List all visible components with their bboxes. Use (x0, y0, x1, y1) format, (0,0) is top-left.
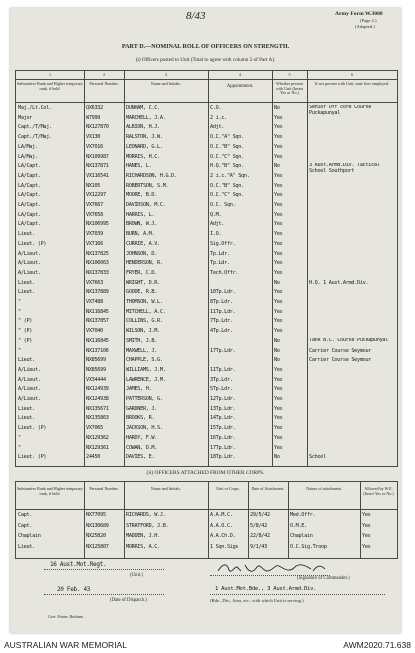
table-cell: No (274, 279, 280, 286)
table-cell: COLLINS, G.R. (126, 318, 163, 325)
attached-officers-table (15, 481, 398, 559)
table-cell: Lieut. (18, 357, 35, 364)
table-cell: LA/Maj. (18, 153, 38, 160)
table-cell: 16Tp.Ldr. (210, 434, 236, 441)
table-cell: " (P) (18, 318, 33, 325)
table-cell: LA/Maj. (18, 143, 38, 150)
table-cell: VX130 (86, 134, 101, 141)
table-cell: O.M.E. (290, 522, 307, 529)
table-cell: Yes (274, 202, 283, 208)
table-cell: Lieut. (18, 543, 35, 550)
table-cell: DAVIDSON, M.C. (126, 202, 166, 208)
archive-name: AUSTRALIAN WAR MEMORIAL (4, 640, 127, 650)
table-cell: VX7016 (86, 143, 103, 150)
column-header: Substantive Rank and Higher temporary rank, if held. (17, 81, 83, 91)
column-header: Personal Number. (89, 81, 119, 86)
column-number: 2 (102, 72, 106, 77)
commander-signature (215, 561, 330, 575)
table-cell: JAMES, H. (126, 386, 152, 393)
table-cell: VX12297 (86, 192, 106, 199)
table-cell: 13Tp.Ldr. (210, 405, 236, 412)
table-cell: COWAN, D.M. (126, 444, 158, 451)
table-cell: School (309, 454, 326, 461)
dispatch-date-value: 20 Feb. 43 (57, 586, 91, 593)
table-cell: Yes (274, 182, 283, 189)
table-cell: 24450 (86, 454, 101, 461)
table-cell: Lieut. (18, 405, 35, 412)
table-cell: 14Tp.Ldr. (210, 415, 236, 422)
table-cell: No (274, 347, 280, 354)
table-cell: 29/5/42 (250, 512, 270, 518)
table-cell: Yes (274, 386, 283, 393)
dispatch-date-label: (Date of Dispatch.) (110, 598, 147, 603)
table-cell: No (274, 105, 280, 111)
section-2-heading: (ii) OFFICERS ATTACHED FROM OTHER CORPS. (146, 470, 265, 476)
table-cell: NX129361 (86, 444, 109, 451)
table-cell: Yes (362, 522, 371, 529)
table-cell: Adjt. (210, 124, 225, 131)
table-cell: Yes (274, 444, 283, 451)
table-cell: VX7663 (86, 279, 103, 286)
form-title: PART D.—NOMINAL ROLL OF OFFICERS ON STRENGTH. (121, 44, 290, 50)
table-cell: Yes (274, 124, 283, 131)
table-cell: BROOKS, R. (126, 415, 155, 422)
table-cell: MAXWELL, J. (126, 347, 158, 354)
table-cell: No (274, 337, 280, 344)
table-cell: Lieut. (P) (18, 454, 47, 461)
commander-label: (Signature of Commander.) (297, 576, 350, 581)
table-cell: Capt. (18, 512, 33, 518)
table-cell: FRYER, C.D. (126, 269, 158, 276)
table-cell: HANES, L. (126, 163, 152, 170)
table-cell: 2 i.c."A" Sqn. (210, 172, 250, 179)
table-cell: HENDERSON, R. (126, 260, 163, 267)
table-cell: NX137825 (86, 250, 109, 257)
column-number: 4 (238, 72, 242, 77)
column-number: 1 (48, 72, 52, 77)
table-cell: ALBION, H.J. (126, 124, 160, 131)
table-cell: Lieut. (P) (18, 425, 47, 432)
table-cell: Yes (274, 289, 283, 296)
table-cell: 5Tp.Ldr. (210, 386, 233, 393)
table-cell: LA/Capt. (18, 221, 41, 228)
table-cell: NX85699 (86, 366, 106, 373)
table-cell: NX25820 (86, 533, 106, 539)
table-cell: Yes (274, 396, 283, 402)
table-cell: I.O. (210, 231, 222, 238)
column-header: Nature of attachment. (306, 486, 342, 491)
handwritten-reference: 8/43 (186, 10, 206, 22)
table-cell: NX137871 (86, 163, 109, 170)
table-cell: PATTERSON, G. (126, 396, 163, 402)
table-cell: VX34444 (86, 376, 106, 383)
column-header: Unit or Corps. (216, 486, 240, 491)
table-cell: Chaplain (290, 533, 313, 539)
table-cell: VX7488 (86, 299, 103, 305)
table-cell: NX124938 (86, 396, 109, 402)
table-cell: Lieut. (18, 289, 35, 296)
table-cell: Yes (274, 376, 283, 383)
table-cell: H.Q."B" Sqn. (210, 163, 244, 170)
table-cell: 5/8/42 (250, 522, 267, 529)
table-cell: Yes (362, 533, 371, 539)
table-cell: DAVIES, E. (126, 454, 155, 461)
table-cell: A/Lieut. (18, 260, 41, 267)
table-cell: MADDEN, J.H. (126, 533, 160, 539)
table-cell: Yes (274, 143, 283, 150)
table-cell: HARRIS, L. (126, 211, 155, 218)
table-cell: MORRIS, A.C. (126, 543, 160, 550)
table-cell: HARDY, F.W. (126, 434, 158, 441)
table-cell: Tp.Ldr. (210, 250, 230, 257)
unit-label: (Unit.) (130, 573, 143, 578)
table-cell: Carrier Course Seymour (309, 347, 372, 354)
column-header: Whether present with Unit (Insert Yes or No.) (275, 81, 304, 96)
table-cell: Tank B.C. Course Puckapunyal (309, 337, 389, 343)
table-cell: Yes (274, 405, 283, 412)
table-cell: " (18, 347, 21, 354)
table-cell: STRATFORD, J.B. (126, 522, 169, 529)
table-cell: Carrier Course Seymour (309, 357, 372, 364)
table-cell: NX137857 (86, 318, 109, 325)
table-cell: Major (18, 114, 33, 121)
table-cell: NX116845 (86, 308, 109, 315)
table-cell: VX7040 (86, 328, 103, 335)
table-cell: NX130689 (86, 522, 109, 529)
form-sheet (10, 8, 401, 633)
column-header: If not present with Unit, state how employed. (314, 81, 390, 86)
table-cell: W7999 (86, 114, 101, 121)
formation-label: (Bde., Div., Area, etc., with which Unit is serving.) (210, 598, 304, 603)
table-cell: NX105 (86, 182, 101, 189)
table-cell: Yes (274, 415, 283, 422)
table-cell: Med.Offr. (290, 512, 316, 518)
table-cell: NX109987 (86, 153, 109, 160)
table-cell: Yes (274, 192, 283, 199)
column-header: Personal Number. (89, 486, 119, 491)
table-cell: " (P) (18, 328, 33, 335)
table-cell: " (P) (18, 337, 33, 344)
archive-accession-number: AWM2020.71.638 (343, 640, 411, 650)
table-cell: LA/Capt. (18, 163, 41, 170)
table-cell: No (274, 163, 280, 170)
officers-posted-table (15, 70, 398, 467)
table-cell: Yes (362, 543, 371, 550)
table-cell: 18Tp.Ldr. (210, 454, 236, 461)
column-header: Name and Initials. (150, 81, 182, 86)
table-cell: Lieut. (18, 279, 35, 286)
table-cell: GOODE, R.B. (126, 289, 158, 296)
table-cell: A/Lieut. (18, 366, 41, 373)
table-cell: MITCHELL, A.C. (126, 308, 166, 315)
table-cell: Yes (274, 221, 283, 228)
table-cell: BROWN, W.J. (126, 221, 158, 228)
table-cell: LA/Capt. (18, 182, 41, 189)
table-cell: NX135863 (86, 415, 109, 422)
table-cell: 15Tp.Ldr. (210, 425, 236, 432)
table-cell: LAWRENCE, J.M. (126, 376, 166, 383)
table-cell: DUNHAM, C.C. (126, 105, 160, 111)
table-cell: A.A.O.C. (210, 522, 233, 529)
table-cell: Tp.Ldr. (210, 260, 230, 267)
table-cell: 10Tp.Ldr. (210, 289, 236, 296)
table-cell: 11Tp.Ldr. (210, 366, 236, 373)
table-cell: 17Tp.Ldr. (210, 444, 236, 451)
table-cell: LA/Capt. (18, 192, 41, 199)
table-cell: CHAPPLE, S.G. (126, 357, 163, 364)
table-cell: 17Tp.Ldr. (210, 347, 236, 354)
table-cell: Senior Off core Course Puckapunyal (309, 105, 372, 116)
table-cell: Yes (274, 240, 283, 247)
column-number: 5 (288, 72, 291, 77)
table-cell: A.A.Ch.D. (210, 533, 236, 539)
column-number: 3 (164, 72, 168, 77)
table-cell: SMITH, J.B. (126, 337, 158, 344)
table-cell: 12Tp.Ldr. (210, 396, 236, 402)
table-cell: ROBERTSON, S.M. (126, 182, 169, 189)
table-cell: " (18, 434, 21, 441)
table-cell: Yes (274, 299, 283, 305)
table-cell: WILLIAMS, J.M. (126, 366, 166, 373)
table-cell: Yes (274, 318, 283, 325)
table-cell: A/Lieut. (18, 376, 41, 383)
table-cell: VX7658 (86, 211, 103, 218)
table-cell: 8Tp.Ldr. (210, 299, 233, 305)
table-cell: Yes (274, 269, 283, 276)
column-header: Name and Initials. (150, 486, 182, 491)
table-cell: Yes (274, 134, 283, 141)
table-cell: NX135671 (86, 405, 109, 412)
table-cell: Capt./T/Maj. (18, 124, 52, 131)
table-cell: 3 Aust.Armd.Div. Tactical School Southport (309, 163, 380, 174)
table-cell: Capt. (18, 522, 33, 529)
table-cell: O.C."C" Sqn. (210, 153, 244, 160)
table-cell: 3Tp.Ldr. (210, 376, 233, 383)
table-cell: " (18, 308, 21, 315)
table-cell: THOMSON, W.L. (126, 299, 163, 305)
table-cell: A/Lieut. (18, 386, 41, 393)
adapted-note: (Adapted.) (355, 24, 375, 29)
column-header: Appointment. (226, 84, 254, 89)
table-cell: No (274, 357, 280, 364)
table-cell: A.A.M.C. (210, 512, 233, 518)
table-cell: MOORE, B.D. (126, 192, 158, 199)
table-cell: Maj./Lt.Col. (18, 105, 52, 111)
table-cell: Lieut. (18, 231, 35, 238)
table-cell: Sig.Offr. (210, 240, 236, 247)
table-cell: RALSTON, J.W. (126, 134, 163, 141)
table-cell: VX7039 (86, 231, 103, 238)
table-cell: 22/8/42 (250, 533, 270, 539)
table-cell: Yes (274, 260, 283, 267)
table-cell: CURRIE, A.V. (126, 240, 160, 247)
table-cell: Tech.Offr. (210, 269, 239, 276)
table-cell: O.C."B" Sqn. (210, 143, 244, 150)
table-cell: NX137833 (86, 269, 109, 276)
table-cell: NX124939 (86, 386, 109, 393)
table-cell: Yes (274, 153, 283, 160)
table-cell: Q.M. (210, 211, 222, 218)
table-cell: Chaplain (18, 533, 41, 539)
table-cell: Yes (274, 328, 283, 335)
table-cell: GARDNER, J. (126, 405, 158, 412)
table-cell: Lieut. (18, 415, 35, 422)
table-cell: NX116845 (86, 337, 109, 344)
page-note: (Page 2.) (360, 18, 377, 23)
table-cell: NX127870 (86, 124, 109, 131)
table-cell: NX106995 (86, 221, 109, 228)
table-cell: MARCHELL, J.A. (126, 114, 166, 121)
archive-footer (0, 638, 415, 653)
table-cell: O.C."B" Sqn. (210, 182, 244, 189)
table-cell: O.C. Sqn. (210, 202, 236, 208)
table-cell: Lieut. (P) (18, 240, 47, 247)
table-cell: 9/1/43 (250, 543, 267, 550)
section-1-heading: (i) Officers posted to Unit (Total to agree with column 2 of Part A). (135, 57, 276, 63)
table-cell: LEONARD, G.L. (126, 143, 163, 150)
table-cell: O.C.Sig.Troop (290, 543, 327, 550)
table-cell: C.O. (210, 105, 222, 111)
table-cell: JOHNSON, D. (126, 250, 158, 257)
table-cell: RICHARDS, W.J. (126, 512, 166, 518)
table-cell: 4Tp.Ldr. (210, 328, 233, 335)
table-cell: LA/Capt. (18, 211, 41, 218)
table-cell: Yes (362, 512, 371, 518)
table-cell: Yes (274, 211, 283, 218)
table-cell: No (274, 454, 280, 461)
table-cell: 1 Sqn.Sigs (210, 543, 239, 550)
table-cell: NX137106 (86, 347, 109, 354)
table-cell: NX77095 (86, 512, 106, 518)
unit-value: 16 Aust.Mot.Regt. (50, 561, 107, 568)
table-cell: Yes (274, 231, 283, 238)
table-cell: Capt./T/Maj. (18, 134, 52, 141)
table-cell: MORRIS, H.C. (126, 153, 160, 160)
table-cell: Yes (274, 308, 283, 315)
table-cell: Yes (274, 434, 283, 441)
table-cell: LA/Capt. (18, 202, 41, 208)
table-cell: O.C."C" Sqn. (210, 192, 244, 199)
form-number: Army Form W.3008 (335, 11, 383, 17)
formation-value: 1 Aust.Mot.Bde., 3 Aust.Armd.Div. (215, 586, 317, 592)
table-cell: Yes (274, 366, 283, 373)
table-cell: NX106063 (86, 260, 109, 267)
printer-imprint: Govt. Printer, Brisbane. (48, 615, 85, 619)
table-cell: Yes (274, 114, 283, 121)
table-cell: NX125807 (86, 543, 109, 550)
table-cell: 11Tp.Ldr. (210, 308, 236, 315)
table-cell: VX116541 (86, 172, 109, 179)
table-cell: 2 i.c. (210, 114, 227, 121)
table-cell: VX7667 (86, 202, 103, 208)
table-cell: Yes (274, 425, 283, 432)
table-cell: A/Lieut. (18, 269, 41, 276)
table-cell: " (18, 444, 21, 451)
table-cell: NX129362 (86, 434, 109, 441)
table-cell: Adjt. (210, 221, 225, 228)
table-cell: VX7166 (86, 240, 103, 247)
column-header: Substantive Rank and Higher temporary rank, if held. (17, 486, 83, 496)
table-cell: Yes (274, 250, 283, 257)
column-header: Date of Attachment. (251, 486, 285, 491)
table-cell: H.Q. 1 Aust.Armd.Div. (309, 279, 369, 286)
table-cell: JACKSON, H.S. (126, 425, 163, 432)
table-cell: RICHARDSON, H.G.D. (126, 172, 177, 179)
table-cell: O.C."A" Sqn. (210, 134, 244, 141)
table-cell: VX7065 (86, 425, 103, 432)
table-cell: QX6332 (86, 105, 103, 111)
table-cell: A/Lieut. (18, 250, 41, 257)
table-cell: WRIGHT, D.R. (126, 279, 160, 286)
column-number: 6 (350, 72, 354, 77)
table-cell: BURN, A.M. (126, 231, 155, 238)
table-cell: NX137889 (86, 289, 109, 296)
table-cell: " (18, 299, 21, 305)
table-cell: A/Lieut. (18, 396, 41, 402)
table-cell: LA/Capt. (18, 172, 41, 179)
table-cell: Yes (274, 172, 283, 179)
table-cell: 7Tp.Ldr. (210, 318, 233, 325)
table-cell: NX85699 (86, 357, 106, 364)
column-header: Allowed by W.E. (Insert Yes or No.) (363, 486, 394, 496)
table-cell: WILSON, J.M. (126, 328, 160, 335)
